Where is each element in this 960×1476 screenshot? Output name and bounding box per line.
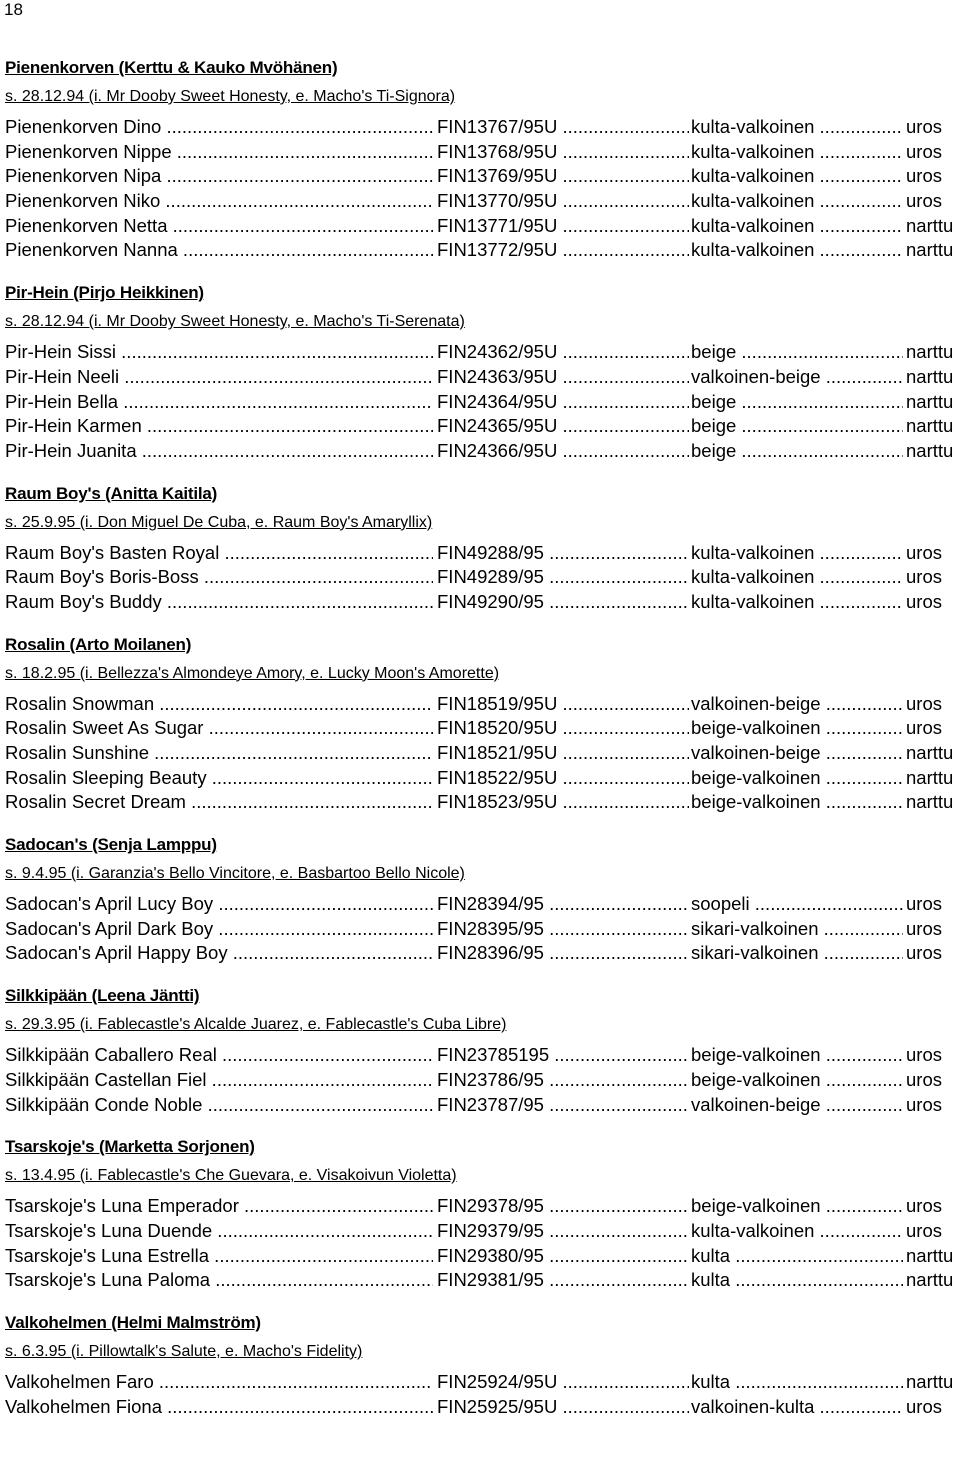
coat-color: kulta-valkoinen ..... [691,238,903,263]
dog-sex: narttu [906,741,955,766]
kennel-title: Sadocan's (Senja Lamppu) [5,835,217,855]
registration-number: FIN29380/95 ..... [437,1244,689,1269]
registration-number: FIN24364/95U ..... [437,390,689,415]
dog-sex: uros [906,189,955,214]
dog-name: Pir-Hein Sissi ..... [5,340,433,365]
dog-name: Silkkipään Conde Noble ..... [5,1093,433,1118]
registration-number: FIN13769/95U ..... [437,164,689,189]
kennel-title: Raum Boy's (Anitta Kaitila) [5,483,218,503]
kennel-section [5,483,955,615]
coat-color: beige-valkoinen ..... [691,1194,903,1219]
registration-number: FIN24362/95U ..... [437,340,689,365]
registration-number: FIN23785195 ..... [437,1043,689,1068]
dog-sex: uros [906,140,955,165]
dog-sex: narttu [906,340,955,365]
coat-color: kulta-valkoinen ..... [691,189,903,214]
dog-sex: uros [906,917,955,942]
registration-number: FIN18523/95U ..... [437,790,689,815]
dog-sex: uros [906,590,955,615]
dog-name: Pienenkorven Dino ..... [5,115,433,140]
coat-color: sikari-valkoinen ..... [691,917,903,942]
dog-sex: uros [906,1043,955,1068]
dog-row [5,238,955,263]
dog-sex: uros [906,1219,955,1244]
dog-sex: uros [906,941,955,966]
dog-sex: uros [906,692,955,717]
registration-number: FIN13771/95U ..... [437,214,689,239]
dog-name: Pir-Hein Juanita ..... [5,439,433,464]
coat-color: kulta-valkoinen ..... [691,541,903,566]
dog-row [5,1068,955,1093]
dog-name: Pienenkorven Nanna ..... [5,238,433,263]
dog-name: Silkkipään Castellan Fiel ..... [5,1068,433,1093]
litter-info: s. 29.3.95 (i. Fablecastle's Alcalde Juarez, e. Fablecastle's Cuba Libre) [5,1016,507,1034]
dog-name: Silkkipään Caballero Real ..... [5,1043,433,1068]
litter-info: s. 25.9.95 (i. Don Miguel De Cuba, e. Raum Boy's Amaryllix) [5,513,433,531]
registration-number: FIN18522/95U ..... [437,766,689,791]
dog-name: Rosalin Secret Dream ..... [5,790,433,815]
dog-name: Valkohelmen Fiona ..... [5,1395,433,1420]
kennel-title: Rosalin (Arto Moilanen) [5,634,192,654]
litter-info: s. 13.4.95 (i. Fablecastle's Che Guevara, e. Visakoivun Violetta) [5,1167,457,1185]
kennel-section [5,834,955,966]
kennel-section [5,282,955,463]
dog-row [5,766,955,791]
coat-color: beige ..... [691,414,903,439]
dog-name: Tsarskoje's Luna Paloma ..... [5,1268,433,1293]
registration-number: FIN49290/95 ..... [437,590,689,615]
dog-sex: narttu [906,766,955,791]
dog-sex: narttu [906,414,955,439]
litter-info: s. 28.12.94 (i. Mr Dooby Sweet Honesty, e. Macho's Ti-Signora) [5,88,456,105]
dog-row [5,140,955,165]
dog-sex: uros [906,1068,955,1093]
coat-color: beige-valkoinen ..... [691,1068,903,1093]
dog-row [5,565,955,590]
coat-color: valkoinen-beige ..... [691,1093,903,1118]
dog-sex: narttu [906,365,955,390]
dog-sex: narttu [906,238,955,263]
coat-color: kulta-valkoinen ..... [691,590,903,615]
dog-row [5,590,955,615]
registration-number: FIN18519/95U ..... [437,692,689,717]
registration-number: FIN23786/95 ..... [437,1068,689,1093]
coat-color: beige ..... [691,340,903,365]
coat-color: kulta-valkoinen ..... [691,565,903,590]
page-number: 18 [4,0,23,19]
coat-color: valkoinen-beige ..... [691,692,903,717]
coat-color: sikari-valkoinen ..... [691,941,903,966]
dog-name: Pir-Hein Neeli ..... [5,365,433,390]
coat-color: kulta ..... [691,1370,903,1395]
dog-sex: narttu [906,214,955,239]
coat-color: beige-valkoinen ..... [691,716,903,741]
dog-name: Pir-Hein Bella ..... [5,390,433,415]
dog-name: Tsarskoje's Luna Estrella ..... [5,1244,433,1269]
registration-number: FIN24366/95U ..... [437,439,689,464]
registration-number: FIN28394/95 ..... [437,892,689,917]
coat-color: beige ..... [691,439,903,464]
registration-number: FIN28395/95 ..... [437,917,689,942]
registration-number: FIN13772/95U ..... [437,238,689,263]
coat-color: kulta-valkoinen ..... [691,115,903,140]
dog-sex: uros [906,1395,955,1420]
dog-sex: uros [906,892,955,917]
dog-row [5,741,955,766]
coat-color: valkoinen-kulta ..... [691,1395,903,1420]
coat-color: beige ..... [691,390,903,415]
dog-sex: narttu [906,1268,955,1293]
dog-name: Rosalin Snowman ..... [5,692,433,717]
registration-number: FIN23787/95 ..... [437,1093,689,1118]
dog-row [5,1219,955,1244]
coat-color: kulta ..... [691,1268,903,1293]
coat-color: kulta-valkoinen ..... [691,214,903,239]
coat-color: valkoinen-beige ..... [691,365,903,390]
registration-number: FIN49288/95 ..... [437,541,689,566]
registration-number: FIN24363/95U ..... [437,365,689,390]
coat-color: kulta-valkoinen ..... [691,1219,903,1244]
registration-number: FIN29381/95 ..... [437,1268,689,1293]
dog-name: Pir-Hein Karmen ..... [5,414,433,439]
dog-name: Pienenkorven Nippe ..... [5,140,433,165]
coat-color: kulta-valkoinen ..... [691,164,903,189]
dog-sex: uros [906,1194,955,1219]
dog-row [5,1268,955,1293]
dog-row [5,214,955,239]
dog-row [5,439,955,464]
dog-name: Pienenkorven Nipa ..... [5,164,433,189]
dog-row [5,716,955,741]
dog-row [5,365,955,390]
dog-sex: narttu [906,439,955,464]
dog-sex: uros [906,1093,955,1118]
dog-row [5,790,955,815]
registration-number: FIN29379/95 ..... [437,1219,689,1244]
dog-sex: uros [906,565,955,590]
dog-sex: uros [906,541,955,566]
dog-row [5,390,955,415]
litter-info: s. 6.3.95 (i. Pillowtalk's Salute, e. Macho's Fidelity) [5,1342,363,1360]
dog-name: Pienenkorven Netta ..... [5,214,433,239]
coat-color: kulta ..... [691,1244,903,1269]
dog-row [5,1194,955,1219]
registration-number: FIN28396/95 ..... [437,941,689,966]
kennel-title: Pienenkorven (Kerttu & Kauko Mvöhänen) [5,58,338,77]
coat-color: beige-valkoinen ..... [691,790,903,815]
dog-row [5,1093,955,1118]
dog-row [5,340,955,365]
dog-sex: narttu [906,1244,955,1269]
kennel-section [5,985,955,1117]
dog-row [5,917,955,942]
coat-color: beige-valkoinen ..... [691,766,903,791]
dog-sex: uros [906,164,955,189]
dog-row [5,164,955,189]
registration-number: FIN24365/95U ..... [437,414,689,439]
coat-color: valkoinen-beige ..... [691,741,903,766]
kennel-section [5,1136,955,1293]
registration-number: FIN13767/95U ..... [437,115,689,140]
dog-name: Raum Boy's Basten Royal ..... [5,541,433,566]
kennel-title: Silkkipään (Leena Jäntti) [5,986,200,1006]
dog-sex: narttu [906,1370,955,1395]
dog-name: Sadocan's April Dark Boy ..... [5,917,433,942]
registration-number: FIN25924/95U ..... [437,1370,689,1395]
registration-number: FIN13768/95U ..... [437,140,689,165]
kennel-section [5,1312,955,1419]
dog-name: Rosalin Sweet As Sugar ..... [5,716,433,741]
dog-row [5,692,955,717]
registration-number: FIN25925/95U ..... [437,1395,689,1420]
dog-name: Sadocan's April Lucy Boy ..... [5,892,433,917]
registration-number: FIN29378/95 ..... [437,1194,689,1219]
dog-sex: narttu [906,390,955,415]
dog-sex: uros [906,115,955,140]
kennel-section [5,57,955,263]
dog-name: Pienenkorven Niko ..... [5,189,433,214]
document-body [5,57,955,1438]
dog-name: Valkohelmen Faro ..... [5,1370,433,1395]
dog-name: Sadocan's April Happy Boy ..... [5,941,433,966]
dog-name: Tsarskoje's Luna Emperador ..... [5,1194,433,1219]
dog-name: Tsarskoje's Luna Duende ..... [5,1219,433,1244]
dog-row [5,1244,955,1269]
dog-row [5,1395,955,1420]
dog-name: Rosalin Sleeping Beauty ..... [5,766,433,791]
litter-info: s. 18.2.95 (i. Bellezza's Almondeye Amory, e. Lucky Moon's Amorette) [5,664,500,682]
kennel-title: Tsarskoje's (Marketta Sorjonen) [5,1137,255,1157]
dog-name: Rosalin Sunshine ..... [5,741,433,766]
registration-number: FIN49289/95 ..... [437,565,689,590]
registration-number: FIN13770/95U ..... [437,189,689,214]
registration-number: FIN18521/95U ..... [437,741,689,766]
kennel-title: Pir-Hein (Pirjo Heikkinen) [5,283,204,303]
dog-name: Raum Boy's Boris-Boss ..... [5,565,433,590]
dog-sex: narttu [906,790,955,815]
dog-row [5,115,955,140]
dog-row [5,1370,955,1395]
dog-name: Raum Boy's Buddy ..... [5,590,433,615]
kennel-section [5,634,955,815]
dog-row [5,189,955,214]
litter-info: s. 9.4.95 (i. Garanzia's Bello Vincitore, e. Basbartoo Bello Nicole) [5,865,465,883]
dog-row [5,1043,955,1068]
registration-number: FIN18520/95U ..... [437,716,689,741]
coat-color: kulta-valkoinen ..... [691,140,903,165]
dog-row [5,941,955,966]
dog-row [5,541,955,566]
coat-color: soopeli ..... [691,892,903,917]
dog-row [5,414,955,439]
litter-info: s. 28.12.94 (i. Mr Dooby Sweet Honesty, e. Macho's Ti-Serenata) [5,313,465,331]
kennel-title: Valkohelmen (Helmi Malmström) [5,1312,261,1332]
coat-color: beige-valkoinen ..... [691,1043,903,1068]
dog-sex: uros [906,716,955,741]
dog-row [5,892,955,917]
